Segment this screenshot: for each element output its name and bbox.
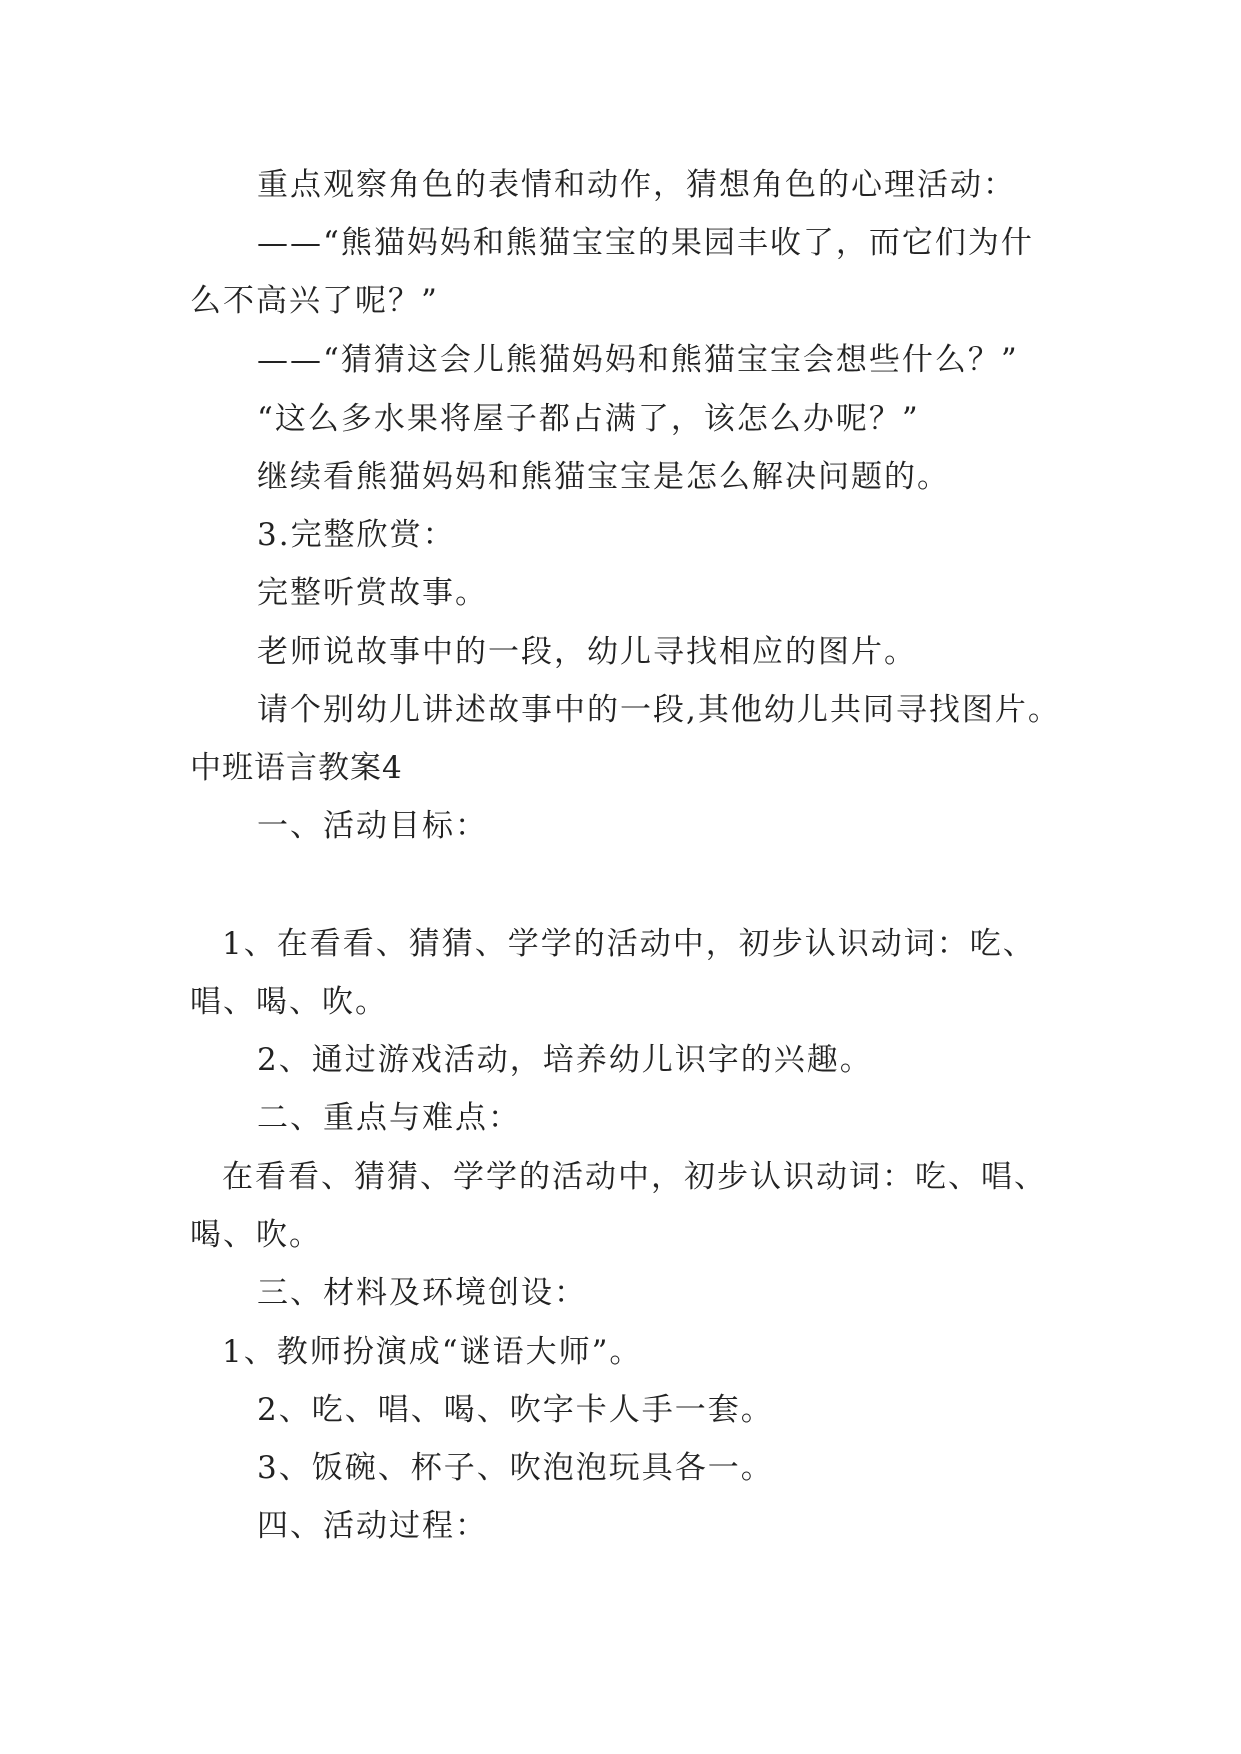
text-line: 喝、吹。: [190, 1217, 322, 1253]
text-line: 一、活动目标：: [257, 808, 488, 844]
text-line: 完整听赏故事。: [257, 575, 488, 611]
text-line: 请个别幼儿讲述故事中的一段,其他幼儿共同寻找图片。: [257, 692, 1061, 728]
text-line: 四、活动过程：: [257, 1508, 488, 1544]
text-line: 继续看熊猫妈妈和熊猫宝宝是怎么解决问题的。: [257, 459, 950, 495]
text-line: 重点观察角色的表情和动作，猜想角色的心理活动：: [257, 167, 1016, 203]
text-line: 1、在看看、猜猜、学学的活动中，初步认识动词：吃、: [222, 926, 1036, 962]
text-line: 2、通过游戏活动，培养幼儿识字的兴趣。: [257, 1042, 873, 1078]
text-line: 二、重点与难点：: [257, 1100, 521, 1136]
text-line: 3、饭碗、杯子、吹泡泡玩具各一。: [257, 1450, 774, 1486]
text-line: ——“熊猫妈妈和熊猫宝宝的果园丰收了，而它们为什: [257, 225, 1034, 261]
text-line: 在看看、猜猜、学学的活动中，初步认识动词：吃、唱、: [222, 1159, 1047, 1195]
text-line: 三、材料及环境创设：: [257, 1275, 587, 1311]
text-line: 么不高兴了呢？”: [190, 283, 439, 319]
text-line: 老师说故事中的一段，幼儿寻找相应的图片。: [257, 634, 917, 670]
text-line: “这么多水果将屋子都占满了，该怎么办呢？”: [257, 401, 920, 437]
section-heading: 中班语言教案4: [190, 750, 403, 786]
text-line: 3.完整欣赏：: [257, 517, 456, 553]
text-line: ——“猜猜这会儿熊猫妈妈和熊猫宝宝会想些什么？”: [257, 342, 1019, 378]
text-line: 1、教师扮演成“谜语大师”。: [222, 1334, 643, 1370]
text-line: 唱、喝、吹。: [190, 984, 388, 1020]
text-line: 2、吃、唱、喝、吹字卡人手一套。: [257, 1392, 774, 1428]
